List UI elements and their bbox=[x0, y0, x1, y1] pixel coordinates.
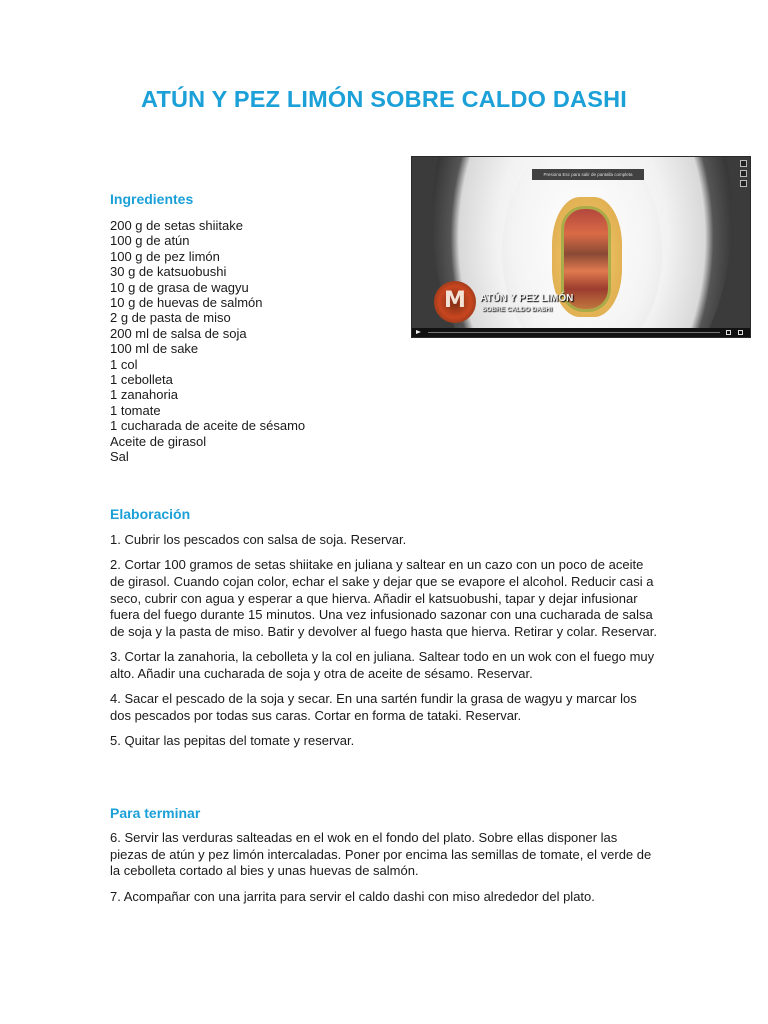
ingredient-item: 1 cucharada de aceite de sésamo bbox=[110, 418, 306, 434]
ingredient-item: 1 zanahoria bbox=[110, 387, 178, 403]
settings-icon[interactable] bbox=[740, 170, 747, 177]
fullscreen-icon[interactable] bbox=[738, 330, 743, 335]
ingredient-item: 100 ml de sake bbox=[110, 341, 199, 357]
ingredient-item: 200 g de setas shiitake bbox=[110, 218, 243, 233]
share-icon[interactable] bbox=[740, 180, 747, 187]
video-caption-subtitle: SOBRE CALDO DASHI bbox=[482, 306, 553, 313]
ingredient-item: Sal bbox=[110, 449, 129, 465]
ingredient-item: 1 col bbox=[110, 356, 138, 372]
ingredients-list bbox=[110, 218, 305, 465]
step-1: 1. Cubrir los pescados con salsa de soja. Reservar. bbox=[110, 532, 407, 547]
step-7: 7. Acompañar con una jarrita para servir el caldo dashi con miso alrededor del plato. bbox=[110, 888, 595, 904]
step-4: 4. Sacar el pescado de la soja y secar. En una sartén fundir la grasa de wagyu y marcar los dos pescados por todas sus caras. Cortar en forma de tataki. Reservar. bbox=[110, 691, 637, 724]
preparation-heading: Elaboración bbox=[110, 506, 191, 522]
recipe-title: ATÚN Y PEZ LIMÓN SOBRE CALDO DASHI bbox=[141, 86, 627, 112]
ingredient-item: 2 g de pasta de miso bbox=[110, 310, 231, 326]
ingredient-item: 10 g de huevas de salmón bbox=[110, 295, 263, 311]
step-3: 3. Cortar la zanahoria, la cebolleta y la col en juliana. Saltear todo en un wok con el fuego muy alto. Añadir una cucharada de soja y otra de aceite de sésamo. Reservar. bbox=[110, 649, 655, 682]
step-2: 2. Cortar 100 gramos de setas shiitake en juliana y saltear en un cazo con un poco de aceite de girasol. Cuando cojan color, echar el sake y dejar que se evapore el alcohol. Reducir casi a seco, cubrir con agua y esperar a que hierva. Añadir el katsuobushi, tapar y dejar infusionar fuera del fuego durante 15 minutos. Una vez infusionado sazonar con una cucharada de salsa de soja y la pasta de miso. Batir y devolver al fuego hasta que hierva. Retirar y colar. Reservar. bbox=[110, 557, 657, 640]
step-6: 6. Servir las verduras salteadas en el wok en el fondo del plato. Sobre ellas disponer las piezas de atún y pez limón intercaladas. Poner por encima las semillas de tomate, el verde de la cebolleta cortado al bies y unas huevas de salmón. bbox=[110, 830, 652, 879]
recipe-video-thumbnail[interactable] bbox=[411, 156, 751, 338]
preparation-steps bbox=[110, 532, 658, 759]
progress-bar[interactable] bbox=[428, 332, 720, 333]
ingredients-heading: Ingredientes bbox=[110, 191, 194, 207]
video-controls bbox=[412, 328, 750, 337]
play-icon[interactable] bbox=[416, 330, 421, 334]
step-5: 5. Quitar las pepitas del tomate y reservar. bbox=[110, 733, 355, 749]
ingredient-item: 100 g de pez limón bbox=[110, 248, 220, 264]
masterchef-logo: M bbox=[434, 281, 476, 323]
expand-icon[interactable] bbox=[740, 160, 747, 167]
finish-steps bbox=[110, 830, 658, 914]
fullscreen-notice: Presiona Esc para salir de pantalla completa bbox=[532, 169, 644, 180]
ingredient-item: 100 g de atún bbox=[110, 233, 190, 249]
ingredient-item: 200 ml de salsa de soja bbox=[110, 325, 247, 341]
ingredient-item: Aceite de girasol bbox=[110, 433, 207, 449]
ingredient-item: 10 g de grasa de wagyu bbox=[110, 279, 249, 295]
finish-heading: Para terminar bbox=[110, 805, 201, 821]
ingredient-item: 30 g de katsuobushi bbox=[110, 264, 227, 280]
video-caption-title: ATÚN Y PEZ LIMÓN bbox=[480, 293, 574, 304]
ingredient-item: 1 cebolleta bbox=[110, 372, 173, 388]
volume-icon[interactable] bbox=[726, 330, 731, 335]
ingredient-item: 1 tomate bbox=[110, 402, 161, 418]
